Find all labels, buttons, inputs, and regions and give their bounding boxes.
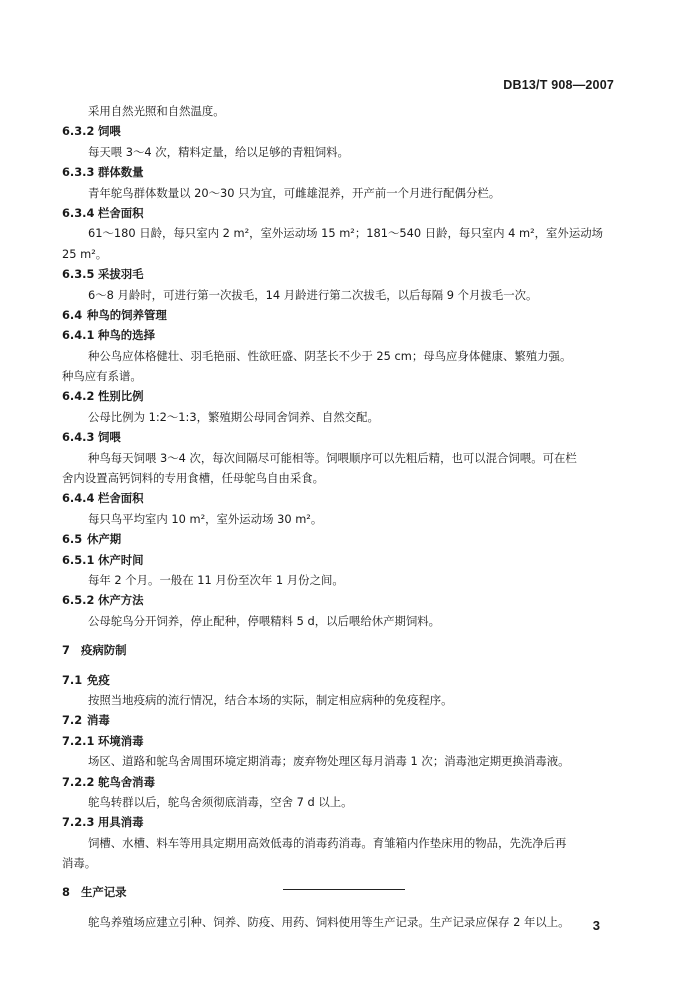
section-title: 休产时间 bbox=[98, 552, 144, 567]
section-heading-6-5-2 bbox=[62, 590, 618, 610]
spacer bbox=[62, 903, 618, 912]
end-rule bbox=[283, 889, 405, 890]
paragraph-line: 场区、道路和鸵鸟舍周围环境定期消毒；废弃物处理区每月消毒 1 次；消毒池定期更换消毒液。 bbox=[88, 754, 570, 769]
section-number: 6.5 bbox=[62, 532, 83, 547]
section-number: 6.3.3 bbox=[62, 165, 95, 180]
section-number: 6.3.4 bbox=[62, 205, 95, 220]
page-body bbox=[62, 101, 618, 932]
paragraph-line: 61～180 日龄，每只室内 2 m²，室外运动场 15 m²；181～540 日龄，每只室内 4 m²，室外运动场 bbox=[88, 226, 603, 241]
section-heading-6-5-1 bbox=[62, 550, 618, 570]
section-heading-6-4-1 bbox=[62, 325, 618, 345]
section-heading-6-5 bbox=[62, 529, 618, 549]
section-heading-6-3-5 bbox=[62, 264, 618, 284]
paragraph-line: 每天喂 3～4 次，精料定量，给以足够的青粗饲料。 bbox=[88, 144, 349, 159]
section-number: 7.2 bbox=[62, 713, 83, 728]
section-title: 免疫 bbox=[87, 672, 110, 687]
section-heading-7-2 bbox=[62, 710, 618, 730]
section-title: 种鸟的选择 bbox=[98, 328, 155, 343]
spacer bbox=[62, 661, 618, 670]
section-title: 生产记录 bbox=[81, 885, 127, 900]
section-number: 7.1 bbox=[62, 672, 83, 687]
section-number: 7.2.3 bbox=[62, 815, 95, 830]
paragraph-line: 公母鸵鸟分开饲养，停止配种，停喂精料 5 d，以后喂给休产期饲料。 bbox=[88, 613, 441, 628]
section-number: 7.2.2 bbox=[62, 774, 95, 789]
section-number: 6.3.2 bbox=[62, 124, 95, 139]
section-title: 群体数量 bbox=[98, 165, 144, 180]
section-heading-6-4 bbox=[62, 305, 618, 325]
chapter-heading-8 bbox=[62, 882, 618, 902]
paragraph-line: 每年 2 个月。一般在 11 月份至次年 1 月份之间。 bbox=[88, 572, 344, 587]
section-number: 6.3.5 bbox=[62, 267, 95, 282]
chapter-heading-7 bbox=[62, 640, 618, 660]
paragraph-line: 舍内设置高钙饲料的专用食槽，任母鸵鸟自由采食。 bbox=[62, 471, 324, 486]
section-title: 种鸟的饲养管理 bbox=[87, 307, 167, 322]
paragraph-line: 种公鸟应体格健壮、羽毛艳丽、性欲旺盛、阴茎长不少于 25 cm；母鸟应身体健康、繁殖力强。 bbox=[88, 348, 572, 363]
section-title: 休产期 bbox=[87, 532, 122, 547]
section-number: 6.4.4 bbox=[62, 491, 95, 506]
paragraph-line: 公母比例为 1:2～1:3，繁殖期公母同舍饲养、自然交配。 bbox=[88, 409, 379, 424]
section-heading-6-3-4 bbox=[62, 203, 618, 223]
section-heading-7-1 bbox=[62, 670, 618, 690]
paragraph-line: 采用自然光照和自然温度。 bbox=[88, 104, 225, 118]
section-title: 休产方法 bbox=[98, 593, 144, 608]
section-number: 7.2.1 bbox=[62, 733, 95, 748]
paragraph-line: 25 m²。 bbox=[62, 246, 108, 261]
spacer bbox=[62, 873, 618, 882]
section-title: 环境消毒 bbox=[98, 733, 144, 748]
section-title: 用具消毒 bbox=[98, 815, 144, 830]
section-number: 6.4 bbox=[62, 307, 83, 322]
section-title: 饲喂 bbox=[98, 430, 121, 445]
document-code: DB13/T 908—2007 bbox=[503, 78, 614, 92]
paragraph-line: 每只鸟平均室内 10 m²，室外运动场 30 m²。 bbox=[88, 511, 323, 526]
section-heading-6-3-2 bbox=[62, 121, 618, 141]
section-number: 6.5.2 bbox=[62, 593, 95, 608]
paragraph-line: 种鸟每天饲喂 3～4 次，每次间隔尽可能相等。饲喂顺序可以先粗后精，也可以混合饲喂。可在栏 bbox=[88, 450, 577, 465]
section-number: 6.5.1 bbox=[62, 552, 95, 567]
section-heading-7-2-2 bbox=[62, 772, 618, 792]
section-title: 栏舍面积 bbox=[98, 491, 144, 506]
section-number: 6.4.1 bbox=[62, 328, 95, 343]
paragraph-line: 饲槽、水槽、料车等用具定期用高效低毒的消毒药消毒。育雏箱内作垫床用的物品，先洗净后再 bbox=[88, 835, 567, 850]
section-title: 鸵鸟舍消毒 bbox=[98, 774, 155, 789]
section-number: 7 bbox=[62, 643, 70, 658]
section-heading-6-4-3 bbox=[62, 427, 618, 447]
paragraph-line: 种鸟应有系谱。 bbox=[62, 369, 142, 384]
section-heading-6-3-3 bbox=[62, 162, 618, 182]
section-title: 栏舍面积 bbox=[98, 205, 144, 220]
section-title: 采拔羽毛 bbox=[98, 267, 144, 282]
section-number: 8 bbox=[62, 885, 70, 900]
paragraph-line: 青年鸵鸟群体数量以 20～30 只为宜，可雌雄混养，开产前一个月进行配偶分栏。 bbox=[88, 185, 501, 200]
section-heading-7-2-1 bbox=[62, 731, 618, 751]
section-title: 性别比例 bbox=[98, 389, 144, 404]
spacer bbox=[62, 631, 618, 640]
section-title: 疫病防制 bbox=[81, 643, 127, 658]
paragraph-line: 鸵鸟转群以后，鸵鸟舍须彻底消毒，空舍 7 d 以上。 bbox=[88, 794, 353, 809]
section-title: 饲喂 bbox=[98, 124, 121, 139]
page-number: 3 bbox=[592, 918, 600, 933]
section-number: 6.4.3 bbox=[62, 430, 95, 445]
paragraph-line: 按照当地疫病的流行情况，结合本场的实际，制定相应病种的免疫程序。 bbox=[88, 692, 453, 707]
paragraph-line: 消毒。 bbox=[62, 856, 97, 871]
section-heading-7-2-3 bbox=[62, 812, 618, 832]
section-number: 6.4.2 bbox=[62, 389, 95, 404]
section-title: 消毒 bbox=[87, 713, 110, 728]
section-heading-6-4-4 bbox=[62, 488, 618, 508]
paragraph-line: 鸵鸟养殖场应建立引种、饲养、防疫、用药、饲料使用等生产记录。生产记录应保存 2 年以上。 bbox=[88, 914, 570, 929]
section-heading-6-4-2 bbox=[62, 386, 618, 406]
paragraph-line: 6～8 月龄时，可进行第一次拔毛，14 月龄进行第二次拔毛，以后每隔 9 个月拔毛一次。 bbox=[88, 287, 538, 302]
